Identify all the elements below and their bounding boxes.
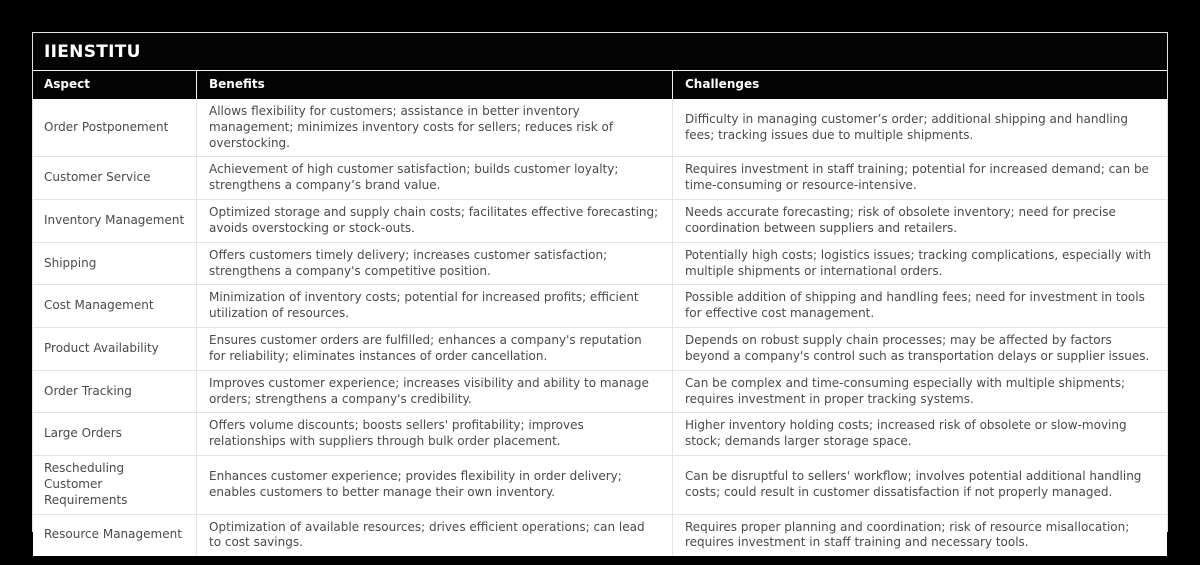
comparison-table (32, 32, 1168, 550)
cell-challenges: Can be complex and time-consuming especially with multiple shipments; requires investment in proper tracking systems. (685, 375, 1126, 406)
cell-benefits: Minimization of inventory costs; potential for increased profits; efficient utilization of resources. (197, 285, 673, 327)
cell-aspect: Rescheduling Customer Requirements (33, 456, 197, 513)
cell-benefits: Offers volume discounts; boosts sellers' profitability; improves relationships with suppliers through bulk order placement. (197, 413, 673, 455)
cell-aspect: Shipping (33, 243, 197, 285)
cell-benefits: Allows flexibility for customers; assistance in better inventory management; minimizes inventory costs for sellers; reduces risk of overstocking. (197, 99, 673, 156)
cell-challenges: Needs accurate forecasting; risk of obsolete inventory; need for precise coordination between suppliers and retailers. (685, 205, 1116, 235)
table-header-row (33, 71, 1167, 99)
cell-benefits: Optimization of available resources; drives efficient operations; can lead to cost savings. (197, 515, 673, 557)
cell-challenges: Requires proper planning and coordination; risk of resource misallocation; requires investment in staff training and necessary tools. (685, 519, 1130, 550)
table-row (33, 157, 1167, 200)
cell-benefits: Offers customers timely delivery; increases customer satisfaction; strengthens a company's competitive position. (197, 243, 673, 285)
cell-aspect: Inventory Management (33, 200, 197, 242)
page-title: IIENSTITU (44, 41, 141, 62)
cell-challenges: Higher inventory holding costs; increased risk of obsolete or slow-moving stock; demands larger storage space. (685, 418, 1127, 449)
table-row (33, 243, 1167, 286)
table-row (33, 456, 1167, 514)
table-row (33, 285, 1167, 328)
table-body (33, 99, 1167, 556)
cell-challenges: Depends on robust supply chain processes; may be affected by factors beyond a company's control such as transportation delays or supplier issues. (685, 333, 1150, 363)
cell-aspect: Order Tracking (33, 371, 197, 413)
cell-benefits: Ensures customer orders are fulfilled; enhances a company's reputation for reliability; eliminates instances of order cancellation. (197, 328, 673, 370)
cell-challenges: Potentially high costs; logistics issues; tracking complications, especially with multiple shipments or international orders. (685, 247, 1151, 278)
cell-challenges: Possible addition of shipping and handling fees; need for investment in tools for effective cost management. (685, 290, 1145, 321)
cell-challenges: Can be disruptful to sellers' workflow; involves potential additional handling costs; could result in customer dissatisfaction if not properly managed. (685, 468, 1142, 499)
table-row (33, 515, 1167, 557)
table-row (33, 99, 1167, 157)
cell-benefits: Improves customer experience; increases visibility and ability to manage orders; strengthens a company's credibility. (197, 371, 673, 413)
cell-aspect: Product Availability (33, 328, 197, 370)
cell-challenges: Requires investment in staff training; potential for increased demand; can be time-consuming or resource-intensive. (685, 162, 1149, 193)
cell-challenges: Difficulty in managing customer’s order; additional shipping and handling fees; tracking issues due to multiple shipments. (685, 111, 1128, 142)
cell-aspect: Order Postponement (33, 99, 197, 156)
column-header-aspect: Aspect (33, 71, 197, 99)
cell-benefits: Achievement of high customer satisfaction; builds customer loyalty; strengthens a company’s brand value. (197, 157, 673, 199)
cell-aspect: Cost Management (33, 285, 197, 327)
cell-benefits: Optimized storage and supply chain costs; facilitates effective forecasting; avoids overstocking or stock-outs. (197, 200, 673, 242)
table-row (33, 328, 1167, 371)
table-row (33, 200, 1167, 243)
table-row (33, 371, 1167, 414)
column-header-benefits: Benefits (197, 71, 673, 99)
column-header-challenges: Challenges (685, 77, 760, 92)
cell-aspect: Large Orders (33, 413, 197, 455)
table-title-bar (33, 33, 1167, 71)
cell-aspect: Customer Service (33, 157, 197, 199)
cell-benefits: Enhances customer experience; provides flexibility in order delivery; enables customers to better manage their own inventory. (197, 456, 673, 513)
cell-aspect: Resource Management (33, 515, 197, 557)
table-row (33, 413, 1167, 456)
